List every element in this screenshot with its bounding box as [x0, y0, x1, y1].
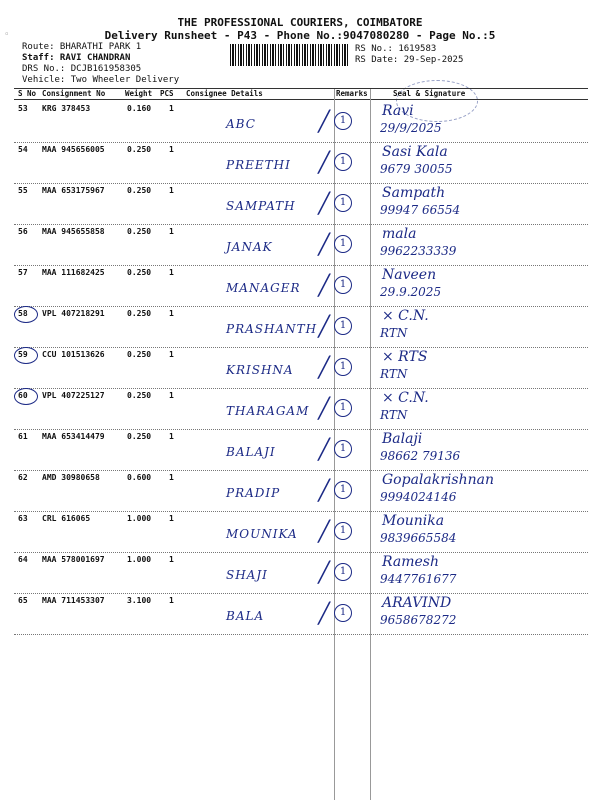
consignment-number: CRL 616065	[42, 514, 91, 523]
signature-phone: RTN	[380, 408, 408, 422]
tick-mark-icon: ╱	[318, 109, 331, 133]
table-row	[14, 306, 588, 348]
tick-mark-icon: ╱	[318, 273, 331, 297]
signature: Sasi Kala	[382, 144, 448, 160]
consignee-name: ABC	[226, 117, 256, 131]
signature: Ramesh	[382, 554, 439, 570]
signature: × C.N.	[382, 390, 429, 406]
serial-number: 64	[18, 555, 28, 564]
signature: × C.N.	[382, 308, 429, 324]
serial-number: 58	[18, 309, 28, 318]
col-sno: S No	[18, 89, 37, 98]
weight-value: 0.600	[127, 473, 152, 482]
consignment-number: AMD 30980658	[42, 473, 100, 482]
signature-phone: 9658678272	[380, 613, 457, 627]
col-pcs: PCS	[160, 89, 174, 98]
table-row	[14, 429, 588, 471]
pieces-count: 1	[169, 350, 174, 359]
tick-mark-icon: ╱	[318, 232, 331, 256]
weight-value: 3.100	[127, 596, 152, 605]
pieces-count: 1	[169, 514, 174, 523]
pieces-count: 1	[169, 186, 174, 195]
remark-code: 1	[334, 399, 352, 417]
table-row	[14, 101, 588, 143]
table-row	[14, 593, 588, 635]
remark-code: 1	[334, 604, 352, 622]
serial-number: 59	[18, 350, 28, 359]
table-row	[14, 265, 588, 307]
consignment-number: VPL 407225127	[42, 391, 105, 400]
signature-phone: 99947 66554	[380, 203, 461, 217]
consignment-number: MAA 111682425	[42, 268, 105, 277]
signature: Naveen	[382, 267, 437, 283]
weight-value: 0.250	[127, 432, 152, 441]
scan-mark: ◦	[4, 30, 10, 40]
col-weight: Weight	[125, 89, 153, 98]
signature-phone: 29/9/2025	[380, 121, 442, 135]
remark-code: 1	[334, 235, 352, 253]
tick-mark-icon: ╱	[318, 601, 331, 625]
consignee-name: MANAGER	[226, 281, 301, 295]
signature-phone: 29.9.2025	[380, 285, 442, 299]
signature: mala	[382, 226, 417, 242]
signature: ARAVIND	[382, 595, 452, 611]
signature-phone: 9994024146	[380, 490, 457, 504]
consignment-number: MAA 578001697	[42, 555, 105, 564]
consignee-name: MOUNIKA	[226, 527, 298, 541]
serial-number: 53	[18, 104, 28, 113]
consignment-number: MAA 945656005	[42, 145, 105, 154]
pieces-count: 1	[169, 104, 174, 113]
remark-code: 1	[334, 153, 352, 171]
weight-value: 0.250	[127, 227, 152, 236]
weight-value: 0.250	[127, 268, 152, 277]
remark-code: 1	[334, 276, 352, 294]
consignment-number: MAA 945655858	[42, 227, 105, 236]
table-row	[14, 224, 588, 266]
pieces-count: 1	[169, 309, 174, 318]
pieces-count: 1	[169, 145, 174, 154]
signature: Ravi	[382, 103, 414, 119]
rs-number: RS No.: 1619583	[355, 44, 437, 54]
barcode	[230, 44, 350, 66]
tick-mark-icon: ╱	[318, 396, 331, 420]
remark-code: 1	[334, 563, 352, 581]
tick-mark-icon: ╱	[318, 519, 331, 543]
serial-number: 61	[18, 432, 28, 441]
table-row	[14, 552, 588, 594]
signature-phone: 98662 79136	[380, 449, 461, 463]
tick-mark-icon: ╱	[318, 437, 331, 461]
serial-number: 56	[18, 227, 28, 236]
signature: Mounika	[382, 513, 445, 529]
remark-code: 1	[334, 440, 352, 458]
serial-number: 55	[18, 186, 28, 195]
consignee-name: PRASHANTH	[226, 322, 318, 336]
serial-number: 57	[18, 268, 28, 277]
weight-value: 0.250	[127, 391, 152, 400]
tick-mark-icon: ╱	[318, 150, 331, 174]
header-bottom-rule	[14, 99, 588, 100]
remark-code: 1	[334, 481, 352, 499]
signature: Sampath	[382, 185, 446, 201]
consignment-number: VPL 407218291	[42, 309, 105, 318]
table-row	[14, 142, 588, 184]
consignee-name: PRADIP	[226, 486, 281, 500]
runsheet-title: Delivery Runsheet - P43 - Phone No.:9047080280 - Page No.:5	[104, 29, 496, 42]
pieces-count: 1	[169, 555, 174, 564]
pieces-count: 1	[169, 268, 174, 277]
tick-mark-icon: ╱	[318, 560, 331, 584]
signature: × RTS	[382, 349, 428, 365]
signature-phone: 9447761677	[380, 572, 457, 586]
consignment-number: MAA 653414479	[42, 432, 105, 441]
pieces-count: 1	[169, 473, 174, 482]
signature-phone: RTN	[380, 326, 408, 340]
signature-phone: 9839665584	[380, 531, 457, 545]
consignee-name: KRISHNA	[226, 363, 294, 377]
serial-number: 63	[18, 514, 28, 523]
col-consignee: Consignee Details	[186, 89, 263, 98]
remark-code: 1	[334, 112, 352, 130]
weight-value: 1.000	[127, 555, 152, 564]
staff-label: Staff: RAVI CHANDRAN	[22, 53, 131, 63]
drs-number: DRS No.: DCJB161958305	[22, 64, 142, 74]
remark-code: 1	[334, 194, 352, 212]
pieces-count: 1	[169, 432, 174, 441]
signature-phone: 9679 30055	[380, 162, 453, 176]
company-title: THE PROFESSIONAL COURIERS, COIMBATORE	[177, 16, 423, 29]
remark-code: 1	[334, 317, 352, 335]
vehicle-label: Vehicle: Two Wheeler Delivery	[22, 75, 180, 85]
serial-number: 65	[18, 596, 28, 605]
signature-phone: RTN	[380, 367, 408, 381]
table-row	[14, 388, 588, 430]
table-row	[14, 183, 588, 225]
consignee-name: SAMPATH	[226, 199, 296, 213]
consignment-number: MAA 653175967	[42, 186, 105, 195]
pieces-count: 1	[169, 391, 174, 400]
route-label: Route: BHARATHI PARK 1	[22, 42, 142, 52]
table-row	[14, 511, 588, 553]
table-row	[14, 347, 588, 389]
tick-mark-icon: ╱	[318, 355, 331, 379]
serial-number: 62	[18, 473, 28, 482]
consignee-name: SHAJI	[226, 568, 268, 582]
weight-value: 0.250	[127, 309, 152, 318]
col-remarks: Remarks	[336, 89, 368, 98]
consignee-name: PREETHI	[226, 158, 291, 172]
weight-value: 0.250	[127, 186, 152, 195]
tick-mark-icon: ╱	[318, 191, 331, 215]
remark-code: 1	[334, 522, 352, 540]
signature: Gopalakrishnan	[382, 472, 494, 488]
col-consignment: Consignment No	[42, 89, 106, 98]
pieces-count: 1	[169, 596, 174, 605]
weight-value: 0.250	[127, 350, 152, 359]
col-seal-signature: Seal & Signature	[393, 89, 466, 98]
consignment-number: CCU 101513626	[42, 350, 105, 359]
tick-mark-icon: ╱	[318, 478, 331, 502]
consignee-name: BALAJI	[226, 445, 276, 459]
signature: Balaji	[382, 431, 423, 447]
consignee-name: JANAK	[226, 240, 273, 254]
consignee-name: THARAGAM	[226, 404, 310, 418]
weight-value: 1.000	[127, 514, 152, 523]
rs-date: RS Date: 29-Sep-2025	[355, 55, 464, 65]
tick-mark-icon: ╱	[318, 314, 331, 338]
weight-value: 0.250	[127, 145, 152, 154]
signature-phone: 9962233339	[380, 244, 457, 258]
consignment-number: MAA 711453307	[42, 596, 105, 605]
pieces-count: 1	[169, 227, 174, 236]
remark-code: 1	[334, 358, 352, 376]
serial-number: 54	[18, 145, 28, 154]
consignee-name: BALA	[226, 609, 265, 623]
consignment-number: KRG 378453	[42, 104, 91, 113]
weight-value: 0.160	[127, 104, 152, 113]
table-row	[14, 470, 588, 512]
serial-number: 60	[18, 391, 28, 400]
